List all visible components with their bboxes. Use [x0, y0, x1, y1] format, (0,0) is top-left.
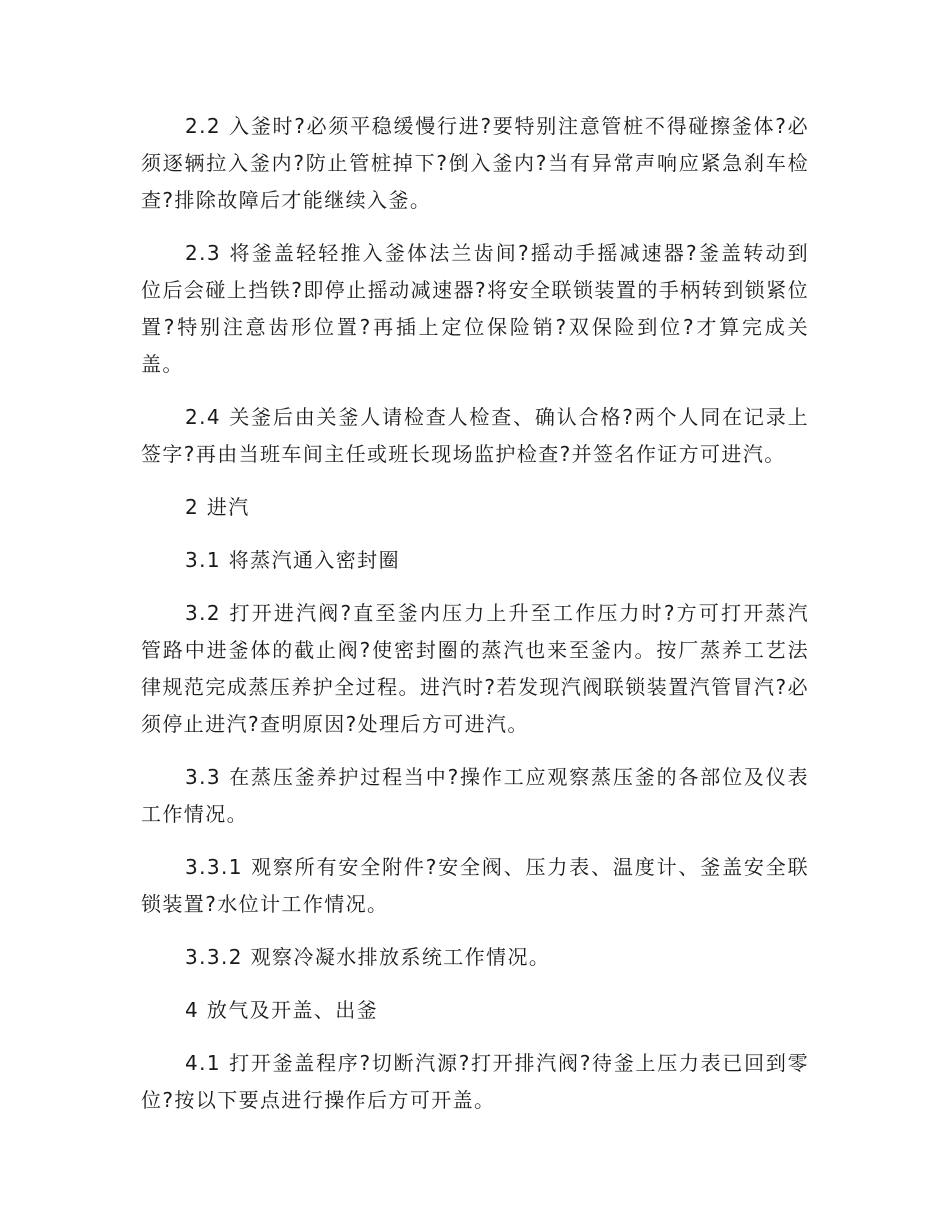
paragraph-4-1: 4.1 打开釜盖程序?切断汽源?打开排汽阀?待釜上压力表已回到零位?按以下要点进行操作后方可开盖。 — [141, 1051, 809, 1112]
paragraph-3-1: 3.1 将蒸汽通入密封圈 — [185, 548, 400, 572]
paragraph-3-3: 3.3 在蒸压釜养护过程当中?操作工应观察蒸压釜的各部位及仪表工作情况。 — [141, 765, 809, 826]
document-body — [141, 108, 809, 1135]
paragraph-3-3-2: 3.3.2 观察冷凝水排放系统工作情况。 — [185, 945, 551, 969]
paragraph-3-3-1: 3.3.1 观察所有安全附件?安全阀、压力表、温度计、釜盖安全联锁装置?水位计工作情况。 — [141, 855, 809, 916]
paragraph-2-2: 2.2 入釜时?必须平稳缓慢行进?要特别注意管桩不得碰擦釜体?必须逐辆拉入釜内?防止管桩掉下?倒入釜内?当有异常声响应紧急刹车检查?排除故障后才能继续入釜。 — [141, 114, 809, 212]
paragraph-3-2: 3.2 打开进汽阀?直至釜内压力上升至工作压力时?方可打开蒸汽管路中进釜体的截止阀?使密封圈的蒸汽也来至釜内。按厂蒸养工艺法律规范完成蒸压养护全过程。进汽时?若发现汽阀联锁装置汽管冒汽?必须停止进汽?查明原因?处理后方可进汽。 — [141, 601, 809, 736]
paragraph-2-4: 2.4 关釜后由关釜人请检查人检查、确认合格?两个人同在记录上签字?再由当班车间主任或班长现场监护检查?并签名作证方可进汽。 — [141, 405, 809, 466]
paragraph-2-3: 2.3 将釜盖轻轻推入釜体法兰齿间?摇动手摇减速器?釜盖转动到位后会碰上挡铁?即停止摇动减速器?将安全联锁装置的手柄转到锁紧位置?特别注意齿形位置?再插上定位保险销?双保险到位?才算完成关盖。 — [141, 241, 809, 376]
section-heading-steam-intake: 2 进汽 — [185, 495, 250, 519]
section-heading-venting-opening: 4 放气及开盖、出釜 — [185, 998, 379, 1022]
